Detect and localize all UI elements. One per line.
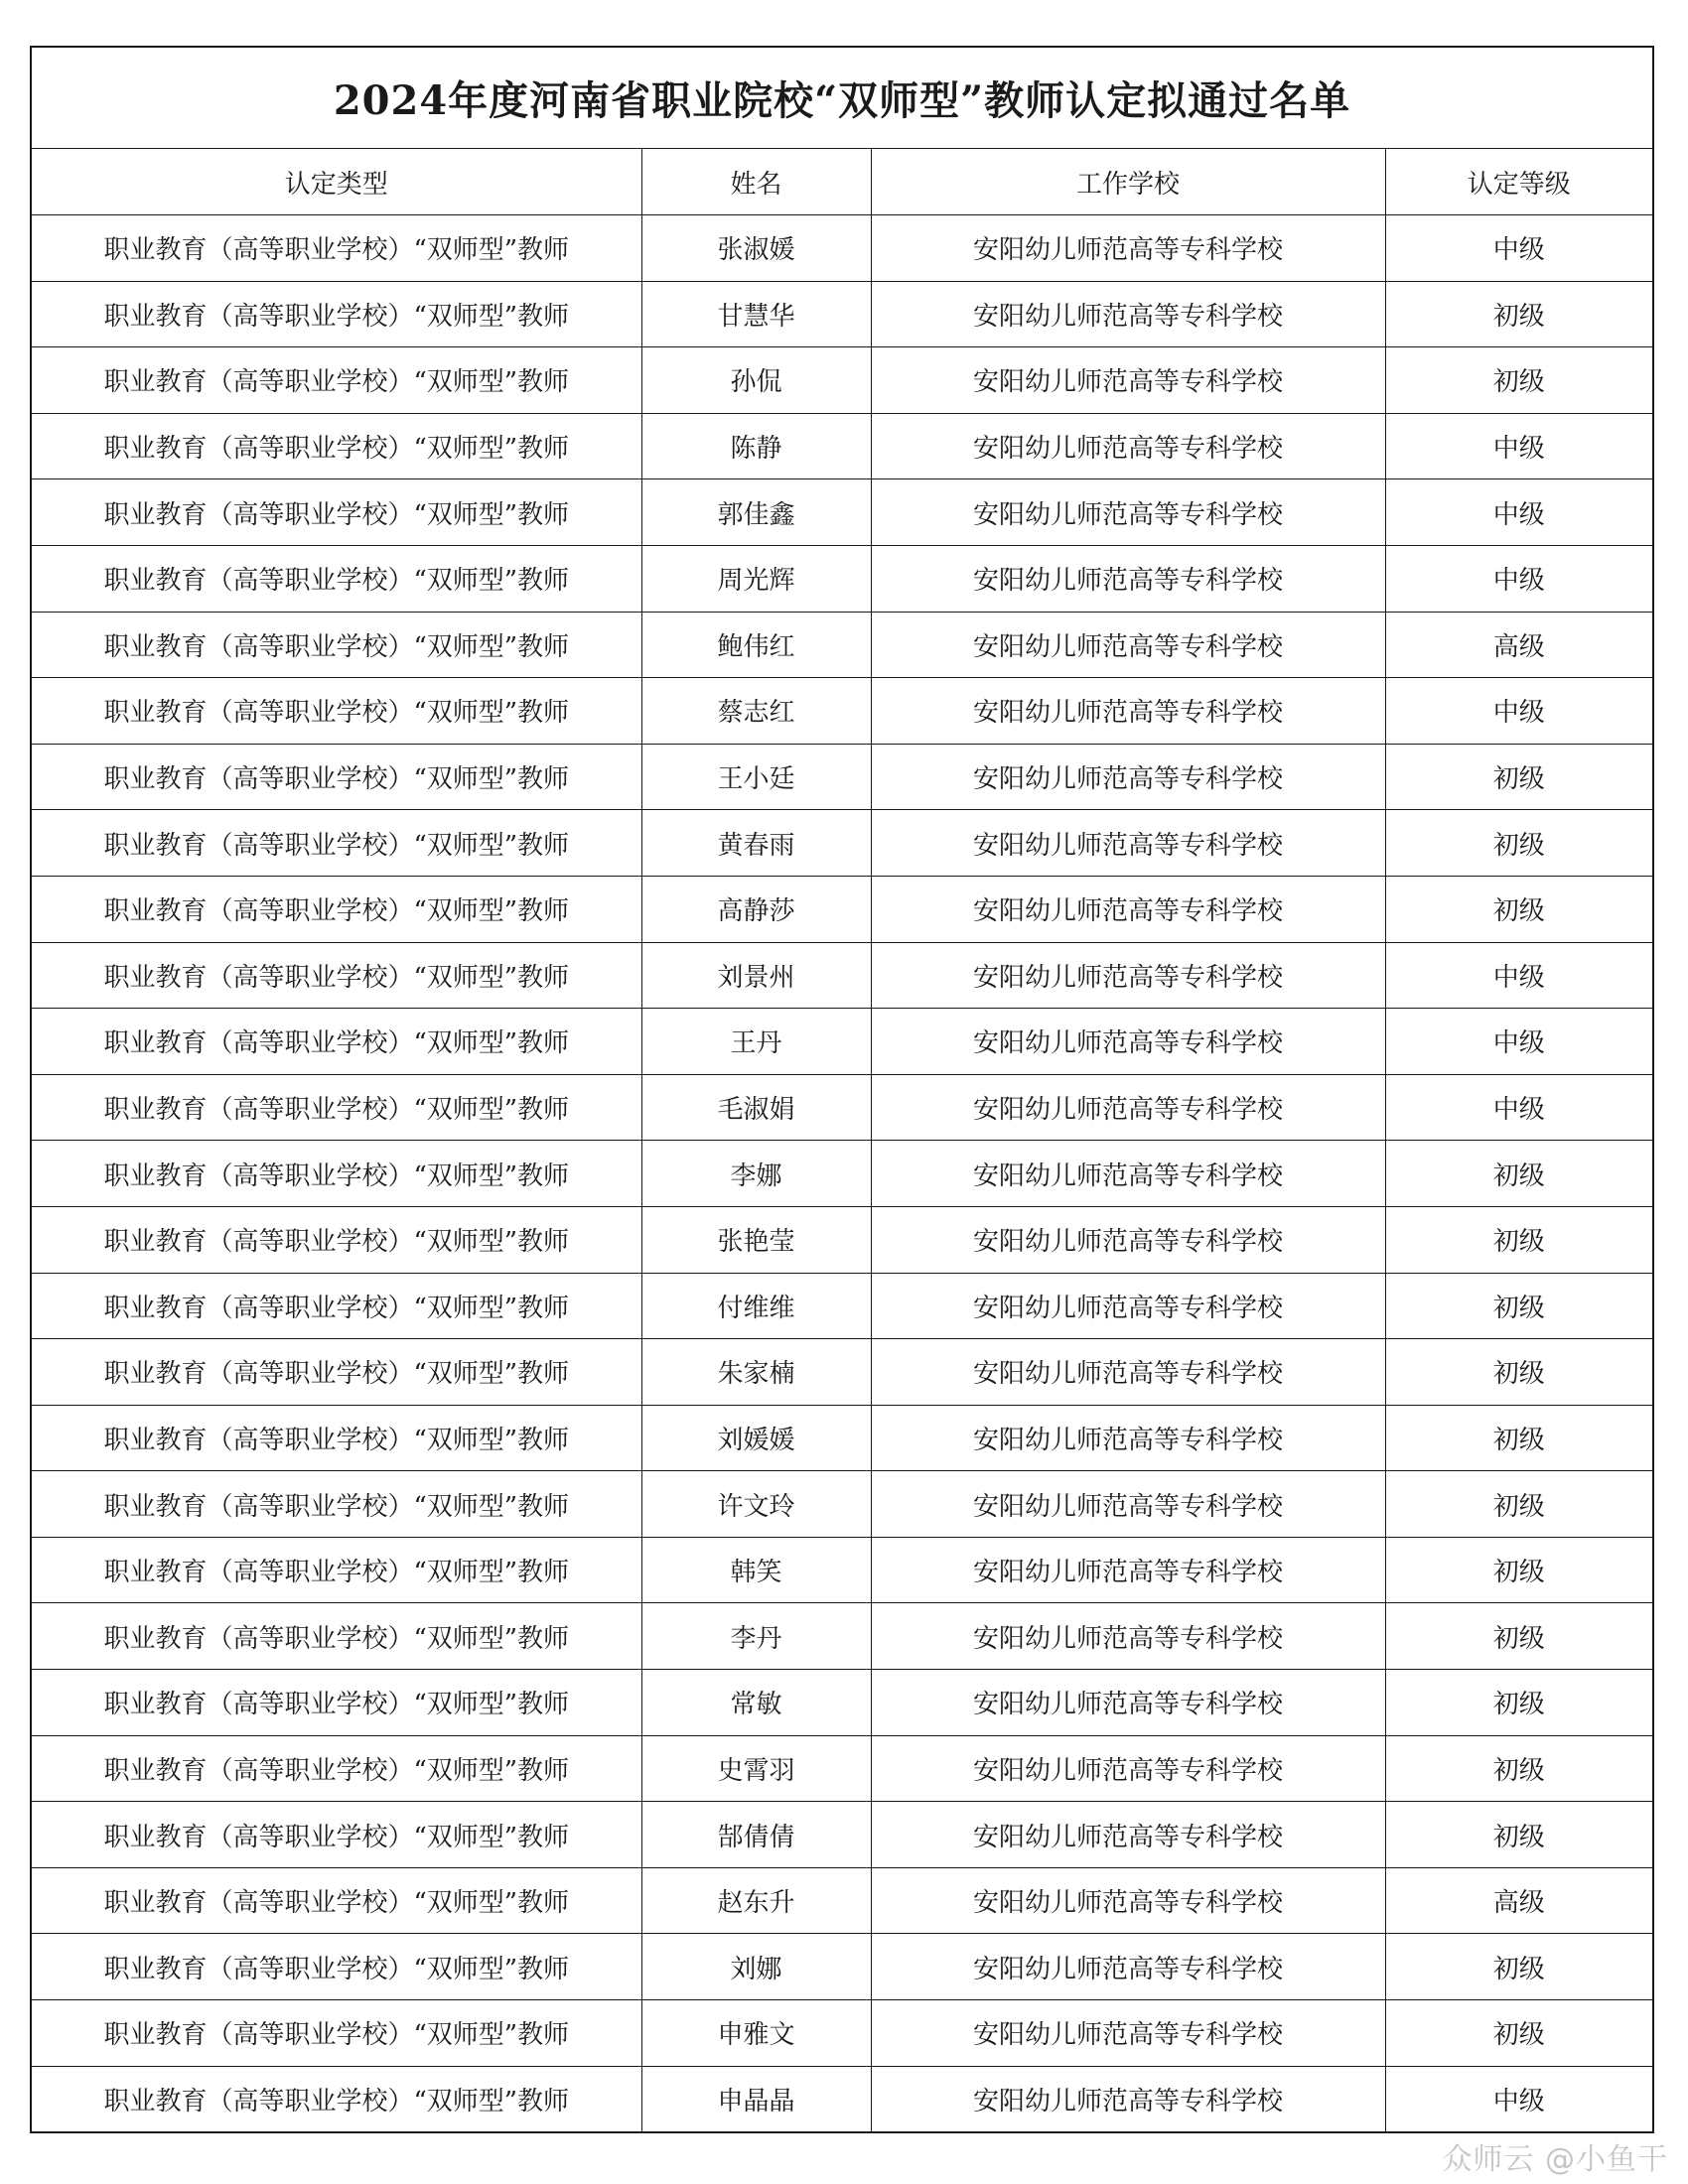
column-header-school: 工作学校 — [871, 149, 1385, 215]
cell-type: 职业教育（高等职业学校）“双师型”教师 — [31, 1802, 641, 1868]
cell-name: 蔡志红 — [641, 678, 871, 745]
watermark: 众师云 @小鱼干 — [1442, 2142, 1668, 2177]
cell-name: 常敏 — [641, 1670, 871, 1736]
cell-level: 初级 — [1385, 2000, 1653, 2067]
table-row — [31, 678, 1653, 745]
table-row — [31, 810, 1653, 877]
cell-name: 张淑媛 — [641, 215, 871, 282]
cell-level: 中级 — [1385, 942, 1653, 1009]
cell-name: 高静莎 — [641, 876, 871, 942]
cell-name: 申晶晶 — [641, 2066, 871, 2132]
cell-name: 刘景州 — [641, 942, 871, 1009]
table-row — [31, 1934, 1653, 2000]
cell-level: 中级 — [1385, 479, 1653, 546]
table-row — [31, 1670, 1653, 1736]
cell-type: 职业教育（高等职业学校）“双师型”教师 — [31, 2066, 641, 2132]
cell-level: 中级 — [1385, 678, 1653, 745]
cell-school: 安阳幼儿师范高等专科学校 — [871, 281, 1385, 347]
cell-type: 职业教育（高等职业学校）“双师型”教师 — [31, 2000, 641, 2067]
cell-name: 李丹 — [641, 1603, 871, 1670]
cell-type: 职业教育（高等职业学校）“双师型”教师 — [31, 1074, 641, 1141]
cell-name: 李娜 — [641, 1141, 871, 1207]
cell-name: 刘媛媛 — [641, 1405, 871, 1471]
header-row — [31, 149, 1653, 215]
table-row — [31, 1405, 1653, 1471]
cell-school: 安阳幼儿师范高等专科学校 — [871, 1603, 1385, 1670]
cell-type: 职业教育（高等职业学校）“双师型”教师 — [31, 744, 641, 810]
cell-school: 安阳幼儿师范高等专科学校 — [871, 1074, 1385, 1141]
table-row — [31, 942, 1653, 1009]
cell-school: 安阳幼儿师范高等专科学校 — [871, 545, 1385, 612]
cell-level: 初级 — [1385, 1670, 1653, 1736]
cell-name: 朱家楠 — [641, 1339, 871, 1406]
column-header-name: 姓名 — [641, 149, 871, 215]
cell-type: 职业教育（高等职业学校）“双师型”教师 — [31, 545, 641, 612]
table-row — [31, 413, 1653, 479]
cell-level: 中级 — [1385, 1009, 1653, 1075]
cell-school: 安阳幼儿师范高等专科学校 — [871, 1537, 1385, 1603]
cell-name: 赵东升 — [641, 1867, 871, 1934]
cell-level: 初级 — [1385, 810, 1653, 877]
cell-name: 毛淑娟 — [641, 1074, 871, 1141]
cell-school: 安阳幼儿师范高等专科学校 — [871, 1802, 1385, 1868]
cell-level: 中级 — [1385, 2066, 1653, 2132]
document-title: 2024年度河南省职业院校“双师型”教师认定拟通过名单 — [31, 47, 1653, 149]
cell-type: 职业教育（高等职业学校）“双师型”教师 — [31, 215, 641, 282]
cell-school: 安阳幼儿师范高等专科学校 — [871, 1206, 1385, 1273]
cell-type: 职业教育（高等职业学校）“双师型”教师 — [31, 413, 641, 479]
cell-school: 安阳幼儿师范高等专科学校 — [871, 1009, 1385, 1075]
cell-type: 职业教育（高等职业学校）“双师型”教师 — [31, 1934, 641, 2000]
cell-name: 孙侃 — [641, 347, 871, 414]
cell-name: 郭佳鑫 — [641, 479, 871, 546]
table-row — [31, 1206, 1653, 1273]
cell-level: 初级 — [1385, 1141, 1653, 1207]
cell-type: 职业教育（高等职业学校）“双师型”教师 — [31, 1339, 641, 1406]
cell-name: 韩笑 — [641, 1537, 871, 1603]
cell-level: 中级 — [1385, 215, 1653, 282]
cell-type: 职业教育（高等职业学校）“双师型”教师 — [31, 1471, 641, 1538]
table-row — [31, 744, 1653, 810]
cell-type: 职业教育（高等职业学校）“双师型”教师 — [31, 1670, 641, 1736]
table-row — [31, 1603, 1653, 1670]
cell-school: 安阳幼儿师范高等专科学校 — [871, 810, 1385, 877]
cell-school: 安阳幼儿师范高等专科学校 — [871, 1405, 1385, 1471]
column-header-level: 认定等级 — [1385, 149, 1653, 215]
cell-school: 安阳幼儿师范高等专科学校 — [871, 347, 1385, 414]
cell-school: 安阳幼儿师范高等专科学校 — [871, 1141, 1385, 1207]
cell-school: 安阳幼儿师范高等专科学校 — [871, 744, 1385, 810]
cell-school: 安阳幼儿师范高等专科学校 — [871, 2000, 1385, 2067]
cell-name: 王丹 — [641, 1009, 871, 1075]
cell-name: 史霄羽 — [641, 1735, 871, 1802]
table-row — [31, 612, 1653, 678]
cell-level: 初级 — [1385, 1471, 1653, 1538]
cell-school: 安阳幼儿师范高等专科学校 — [871, 1670, 1385, 1736]
cell-school: 安阳幼儿师范高等专科学校 — [871, 678, 1385, 745]
column-header-type: 认定类型 — [31, 149, 641, 215]
table-row — [31, 1273, 1653, 1339]
table-row — [31, 1735, 1653, 1802]
cell-level: 初级 — [1385, 1405, 1653, 1471]
cell-level: 初级 — [1385, 347, 1653, 414]
cell-name: 张艳莹 — [641, 1206, 871, 1273]
cell-level: 中级 — [1385, 1074, 1653, 1141]
table-row — [31, 1471, 1653, 1538]
cell-level: 初级 — [1385, 1537, 1653, 1603]
cell-type: 职业教育（高等职业学校）“双师型”教师 — [31, 281, 641, 347]
cell-school: 安阳幼儿师范高等专科学校 — [871, 1934, 1385, 2000]
cell-level: 初级 — [1385, 1603, 1653, 1670]
cell-level: 初级 — [1385, 1273, 1653, 1339]
cell-type: 职业教育（高等职业学校）“双师型”教师 — [31, 1867, 641, 1934]
table-row — [31, 1074, 1653, 1141]
table-row — [31, 1537, 1653, 1603]
cell-school: 安阳幼儿师范高等专科学校 — [871, 215, 1385, 282]
cell-level: 初级 — [1385, 876, 1653, 942]
cell-level: 高级 — [1385, 612, 1653, 678]
cell-type: 职业教育（高等职业学校）“双师型”教师 — [31, 678, 641, 745]
cell-level: 初级 — [1385, 1206, 1653, 1273]
cell-school: 安阳幼儿师范高等专科学校 — [871, 1735, 1385, 1802]
cell-level: 初级 — [1385, 1339, 1653, 1406]
cell-level: 初级 — [1385, 281, 1653, 347]
cell-type: 职业教育（高等职业学校）“双师型”教师 — [31, 1537, 641, 1603]
cell-name: 郜倩倩 — [641, 1802, 871, 1868]
cell-level: 中级 — [1385, 413, 1653, 479]
cell-type: 职业教育（高等职业学校）“双师型”教师 — [31, 1206, 641, 1273]
cell-name: 申雅文 — [641, 2000, 871, 2067]
cell-name: 周光辉 — [641, 545, 871, 612]
cell-level: 初级 — [1385, 744, 1653, 810]
cell-type: 职业教育（高等职业学校）“双师型”教师 — [31, 1273, 641, 1339]
cell-type: 职业教育（高等职业学校）“双师型”教师 — [31, 612, 641, 678]
table-row — [31, 215, 1653, 282]
table-row — [31, 2066, 1653, 2132]
table-row — [31, 347, 1653, 414]
table-row — [31, 281, 1653, 347]
cell-level: 初级 — [1385, 1934, 1653, 2000]
cell-school: 安阳幼儿师范高等专科学校 — [871, 1471, 1385, 1538]
table-row — [31, 479, 1653, 546]
cell-type: 职业教育（高等职业学校）“双师型”教师 — [31, 1405, 641, 1471]
cell-type: 职业教育（高等职业学校）“双师型”教师 — [31, 1009, 641, 1075]
cell-type: 职业教育（高等职业学校）“双师型”教师 — [31, 942, 641, 1009]
cell-type: 职业教育（高等职业学校）“双师型”教师 — [31, 1141, 641, 1207]
table-row — [31, 1867, 1653, 1934]
cell-school: 安阳幼儿师范高等专科学校 — [871, 413, 1385, 479]
cell-type: 职业教育（高等职业学校）“双师型”教师 — [31, 1603, 641, 1670]
cell-school: 安阳幼儿师范高等专科学校 — [871, 612, 1385, 678]
cell-name: 黄春雨 — [641, 810, 871, 877]
cell-school: 安阳幼儿师范高等专科学校 — [871, 479, 1385, 546]
cell-name: 许文玲 — [641, 1471, 871, 1538]
table-row — [31, 2000, 1653, 2067]
table-row — [31, 1141, 1653, 1207]
table-row — [31, 876, 1653, 942]
table-row — [31, 1339, 1653, 1406]
cell-name: 付维维 — [641, 1273, 871, 1339]
cell-type: 职业教育（高等职业学校）“双师型”教师 — [31, 1735, 641, 1802]
table-row — [31, 545, 1653, 612]
teacher-list-table — [30, 46, 1654, 2133]
cell-level: 中级 — [1385, 545, 1653, 612]
cell-name: 甘慧华 — [641, 281, 871, 347]
cell-name: 陈静 — [641, 413, 871, 479]
cell-school: 安阳幼儿师范高等专科学校 — [871, 1339, 1385, 1406]
cell-level: 初级 — [1385, 1735, 1653, 1802]
cell-school: 安阳幼儿师范高等专科学校 — [871, 876, 1385, 942]
table-row — [31, 1802, 1653, 1868]
cell-level: 初级 — [1385, 1802, 1653, 1868]
cell-school: 安阳幼儿师范高等专科学校 — [871, 1273, 1385, 1339]
table-row — [31, 1009, 1653, 1075]
table-body — [31, 215, 1653, 2133]
cell-type: 职业教育（高等职业学校）“双师型”教师 — [31, 876, 641, 942]
cell-school: 安阳幼儿师范高等专科学校 — [871, 942, 1385, 1009]
cell-name: 刘娜 — [641, 1934, 871, 2000]
cell-type: 职业教育（高等职业学校）“双师型”教师 — [31, 479, 641, 546]
title-row — [31, 47, 1653, 149]
cell-type: 职业教育（高等职业学校）“双师型”教师 — [31, 810, 641, 877]
cell-name: 鲍伟红 — [641, 612, 871, 678]
cell-school: 安阳幼儿师范高等专科学校 — [871, 2066, 1385, 2132]
cell-type: 职业教育（高等职业学校）“双师型”教师 — [31, 347, 641, 414]
cell-level: 高级 — [1385, 1867, 1653, 1934]
cell-school: 安阳幼儿师范高等专科学校 — [871, 1867, 1385, 1934]
cell-name: 王小廷 — [641, 744, 871, 810]
